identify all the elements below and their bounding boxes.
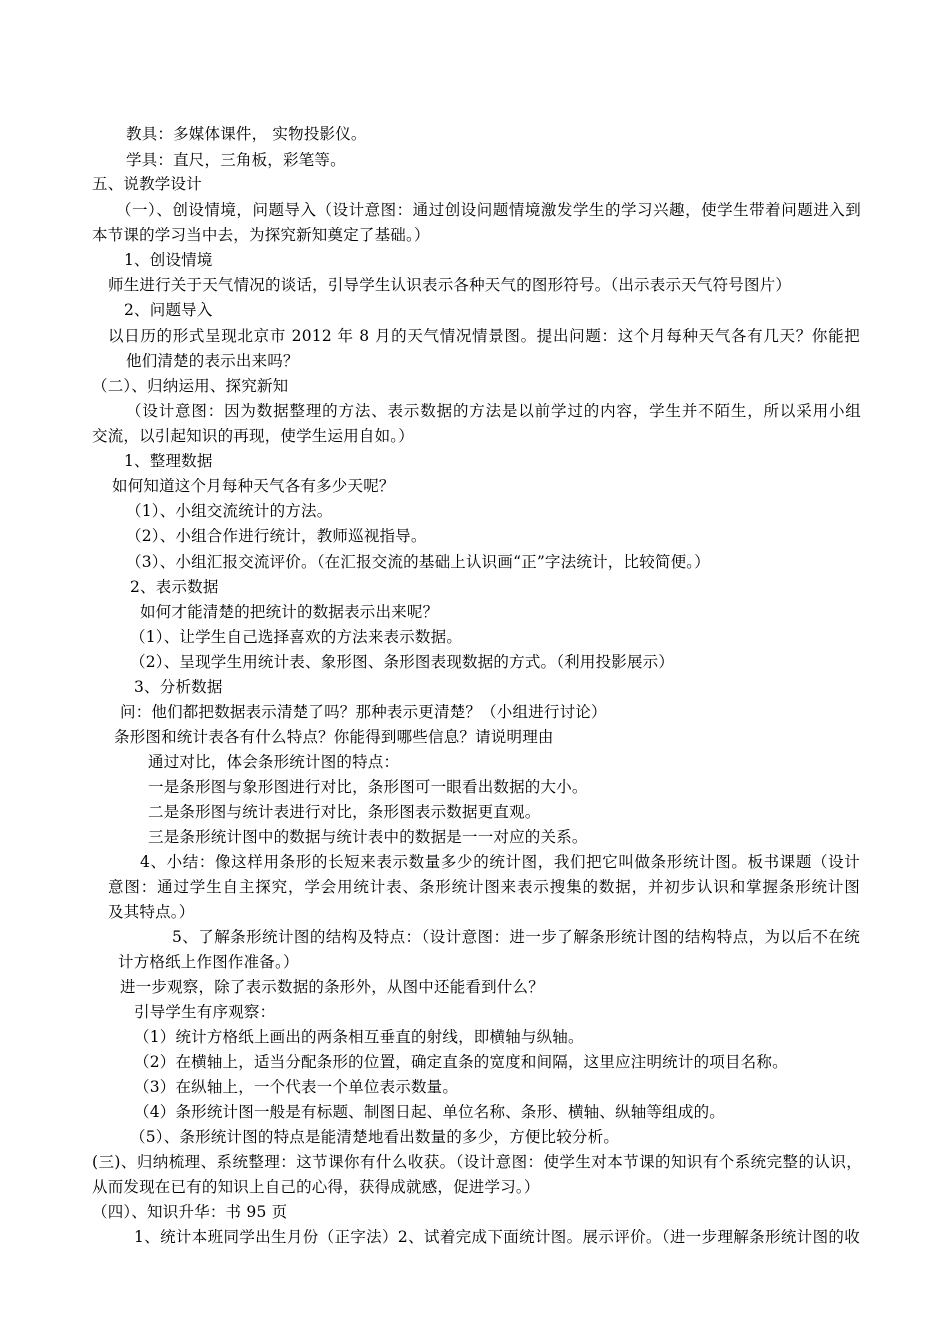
text-line: （3）在纵轴上，一个代表一个单位表示数量。 [134,1078,459,1096]
text-line: 本节课的学习当中去，为探究新知奠定了基础。） [92,226,430,244]
text-line: 从而发现在已有的知识上自己的心得，获得成就感，促进学习。） [92,1178,540,1196]
text-line: 意图：通过学生自主探究，学会用统计表、条形统计图来表示搜集的数据，并初步认识和掌握条形统计图 [108,878,860,896]
text-line: （2）、小组合作进行统计，教师巡视指导。 [126,527,427,545]
text-line: 交流，以引起知识的再现，使学生运用自如。） [92,427,414,445]
text-line: 及其特点。） [108,903,195,921]
text-line: 三是条形统计图中的数据与统计表中的数据是一一对应的关系。 [148,828,588,846]
text-line: 二是条形图与统计表进行对比，条形图表示数据更直观。 [148,803,541,821]
text-line: (三)、归纳梳理、系统整理：这节课你有什么收获。（设计意图：使学生对本节课的知识有个系统完整的认识， [92,1153,862,1171]
text-line: （一）、创设情境，问题导入（设计意图：通过创设问题情境激发学生的学习兴趣，使学生带着问题进入到 [116,201,861,219]
text-line: 学具：直尺，三角板，彩笔等。 [126,151,346,169]
text-line: （3）、小组汇报交流评价。（在汇报交流的基础上认识画“正”字法统计，比较简便。） [126,553,710,571]
text-line: 以日历的形式呈现北京市 2012 年 8 月的天气情况情景图。提出问题：这个月每种天气各有几天？你能把 [108,327,860,345]
text-line: 计方格纸上作图作准备。） [118,953,299,971]
text-line: 一是条形图与象形图进行对比，条形图可一眼看出数据的大小。 [148,778,588,796]
text-line: 3、分析数据 [134,678,223,696]
text-line: 师生进行关于天气情况的谈话，引导学生认识表示各种天气的图形符号。（出示表示天气符号图片） [108,276,792,294]
text-line: 他们清楚的表示出来吗？ [126,352,299,370]
text-line: 2、表示数据 [130,578,219,596]
text-line: 引导学生有序观察： [134,1003,276,1021]
text-line: （2）在横轴上，适当分配条形的位置，确定直条的宽度和间隔，这里应注明统计的项目名称。 [134,1053,788,1071]
text-line: 教具：多媒体课件， 实物投影仪。 [126,125,367,143]
text-line: （设计意图：因为数据整理的方法、表示数据的方法是以前学过的内容，学生并不陌生，所以采用小组 [126,402,861,420]
text-line: 1、统计本班同学出生月份（正字法）2、试着完成下面统计图。展示评价。（进一步理解条形统计图的收 [134,1228,860,1246]
text-line: （2）、呈现学生用统计表、象形图、条形图表现数据的方式。（利用投影展示） [130,653,675,671]
text-line: （1）、小组交流统计的方法。 [126,502,333,520]
text-line: 1、创设情境 [124,251,213,269]
text-line: 条形图和统计表各有什么特点？你能得到哪些信息？请说明理由 [114,728,554,746]
text-line: 问：他们都把数据表示清楚了吗？那种表示更清楚？（小组进行讨论） [120,703,607,721]
text-line: 如何知道这个月每种天气各有多少天呢？ [112,477,395,495]
text-line: （四）、知识升华：书 95 页 [92,1203,288,1221]
text-line: 进一步观察，除了表示数据的条形外，从图中还能看到什么？ [120,978,544,996]
text-line: 1、整理数据 [124,452,213,470]
text-line: （1）统计方格纸上画出的两条相互垂直的射线，即横轴与纵轴。 [134,1028,584,1046]
text-line: 通过对比，体会条形统计图的特点： [148,753,400,771]
text-line: （4）条形统计图一般是有标题、制图日起、单位名称、条形、横轴、纵轴等组成的。 [134,1103,725,1121]
text-line: 4、小结：像这样用条形的长短来表示数量多少的统计图，我们把它叫做条形统计图。板书课题（设计 [140,853,860,871]
text-line: 5、了解条形统计图的结构及特点：（设计意图：进一步了解条形统计图的结构特点，为以后不在统 [172,928,860,946]
text-line: （二）、归纳运用、探究新知 [92,377,289,395]
text-line: 如何才能清楚的把统计的数据表示出来呢？ [140,603,439,621]
section-heading: 五、说教学设计 [92,175,202,193]
text-line: 2、问题导入 [124,301,213,319]
text-line: （5）、条形统计图的特点是能清楚地看出数量的多少，方便比较分析。 [130,1128,620,1146]
text-line: （1）、让学生自己选择喜欢的方法来表示数据。 [130,628,463,646]
